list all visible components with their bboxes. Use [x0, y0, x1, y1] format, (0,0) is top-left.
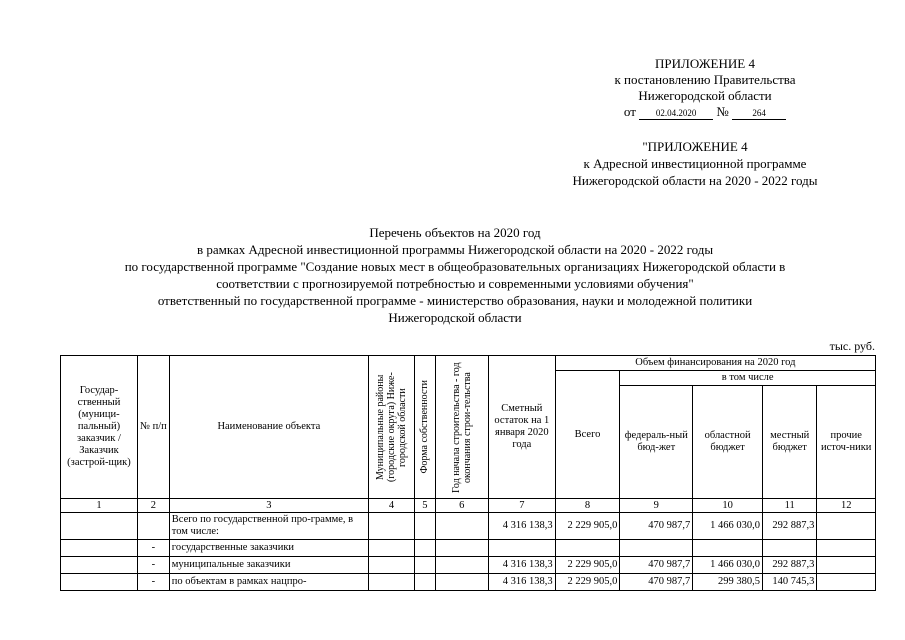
header-including: в том числе	[620, 371, 876, 386]
cell-object-name: муниципальные заказчики	[169, 557, 368, 574]
cell-years	[435, 540, 488, 557]
header-object-name: Наименование объекта	[169, 356, 368, 499]
header-total: Всего	[555, 371, 620, 499]
cell-object-name: государственные заказчики	[169, 540, 368, 557]
cell-regional: 299 380,5	[693, 574, 763, 591]
column-number: 4	[368, 499, 414, 513]
header-funding: Объем финансирования на 2020 год	[555, 356, 875, 371]
cell-years	[435, 557, 488, 574]
appendix-program-line: к Адресной инвестиционной программе	[583, 156, 807, 171]
heading-line: соответствии с прогнозируемой потребностью и современными условиями обучения"	[216, 276, 694, 291]
table-row	[61, 574, 876, 591]
cell-total: 2 229 905,0	[555, 513, 620, 540]
cell-customer	[61, 513, 138, 540]
cell-federal: 470 987,7	[620, 557, 693, 574]
appendix-program-title: "ПРИЛОЖЕНИЕ 4	[642, 139, 748, 154]
cell-districts	[368, 540, 414, 557]
cell-number: -	[137, 557, 169, 574]
cell-total: 2 229 905,0	[555, 557, 620, 574]
column-number: 2	[137, 499, 169, 513]
heading-line: ответственный по государственной программе - министерство образования, науки и молодежной политики	[157, 293, 753, 308]
cell-federal: 470 987,7	[620, 574, 693, 591]
header-federal: федераль-ный бюд-жет	[620, 386, 693, 499]
cell-other	[817, 557, 876, 574]
appendix-program-line: Нижегородской области на 2020 - 2022 годы	[572, 173, 818, 188]
cell-customer	[61, 557, 138, 574]
header-ownership: Форма собственности	[415, 356, 436, 499]
cell-object-name: Всего по государственной про-грамме, в том числе:	[169, 513, 368, 540]
appendix-date-line	[560, 104, 850, 120]
cell-local: 292 887,3	[763, 513, 817, 540]
cell-ownership	[415, 513, 436, 540]
cell-other	[817, 574, 876, 591]
objects-table	[60, 355, 876, 591]
column-number: 9	[620, 499, 693, 513]
header-local: местный бюджет	[763, 386, 817, 499]
cell-districts	[368, 513, 414, 540]
cell-local: 292 887,3	[763, 557, 817, 574]
column-number: 11	[763, 499, 817, 513]
table-row	[61, 557, 876, 574]
cell-other	[817, 513, 876, 540]
appendix-title: ПРИЛОЖЕНИЕ 4	[655, 56, 755, 71]
appendix-line: к постановлению Правительства	[614, 72, 796, 87]
header-other: прочие источ-ники	[817, 386, 876, 499]
cell-object-name: по объектам в рамках нацпро-	[169, 574, 368, 591]
header-districts: Муниципальные районы (городские округа) Ниже-городской области	[368, 356, 414, 499]
cell-balance: 4 316 138,3	[488, 557, 555, 574]
from-label: от	[623, 104, 636, 119]
cell-number: -	[137, 574, 169, 591]
cell-ownership	[415, 574, 436, 591]
column-number: 10	[693, 499, 763, 513]
column-number: 3	[169, 499, 368, 513]
cell-regional: 1 466 030,0	[693, 513, 763, 540]
cell-local	[763, 540, 817, 557]
heading-line: по государственной программе "Создание новых мест в общеобразовательных организациях Нижегородской области в	[124, 259, 786, 274]
column-number: 8	[555, 499, 620, 513]
cell-years	[435, 574, 488, 591]
header-regional: областной бюджет	[693, 386, 763, 499]
units-label: тыс. руб.	[829, 339, 875, 353]
cell-customer	[61, 540, 138, 557]
cell-local: 140 745,3	[763, 574, 817, 591]
cell-districts	[368, 557, 414, 574]
cell-districts	[368, 574, 414, 591]
column-number: 12	[817, 499, 876, 513]
cell-total	[555, 540, 620, 557]
appendix-line: Нижегородской области	[638, 88, 772, 103]
decree-date: 02.04.2020	[639, 107, 713, 120]
heading-line: Нижегородской области	[388, 310, 522, 325]
header-number: № п/п	[137, 356, 169, 499]
appendix-block	[560, 56, 850, 120]
cell-federal	[620, 540, 693, 557]
cell-balance	[488, 540, 555, 557]
decree-number: 264	[732, 107, 786, 120]
cell-ownership	[415, 540, 436, 557]
number-label: №	[716, 104, 729, 119]
appendix-program-block	[520, 138, 870, 189]
column-number: 7	[488, 499, 555, 513]
heading-line: Перечень объектов на 2020 год	[369, 225, 541, 240]
table-row	[61, 540, 876, 557]
column-number: 6	[435, 499, 488, 513]
cell-balance: 4 316 138,3	[488, 513, 555, 540]
header-customer: Государ-ственный (муници-пальный) заказчик / Заказчик (застрой-щик)	[61, 356, 138, 499]
column-numbers-row	[61, 499, 876, 513]
cell-total: 2 229 905,0	[555, 574, 620, 591]
header-construction-years: Год начала строительства - год окончания строи-тельства	[435, 356, 488, 499]
cell-federal: 470 987,7	[620, 513, 693, 540]
column-number: 1	[61, 499, 138, 513]
cell-regional: 1 466 030,0	[693, 557, 763, 574]
heading-line: в рамках Адресной инвестиционной программы Нижегородской области на 2020 - 2022 годы	[196, 242, 714, 257]
cell-number	[137, 513, 169, 540]
cell-number: -	[137, 540, 169, 557]
table-row	[61, 513, 876, 540]
header-balance: Сметный остаток на 1 января 2020 года	[488, 356, 555, 499]
cell-years	[435, 513, 488, 540]
document-heading	[40, 224, 870, 326]
cell-balance: 4 316 138,3	[488, 574, 555, 591]
cell-customer	[61, 574, 138, 591]
cell-regional	[693, 540, 763, 557]
cell-ownership	[415, 557, 436, 574]
cell-other	[817, 540, 876, 557]
column-number: 5	[415, 499, 436, 513]
